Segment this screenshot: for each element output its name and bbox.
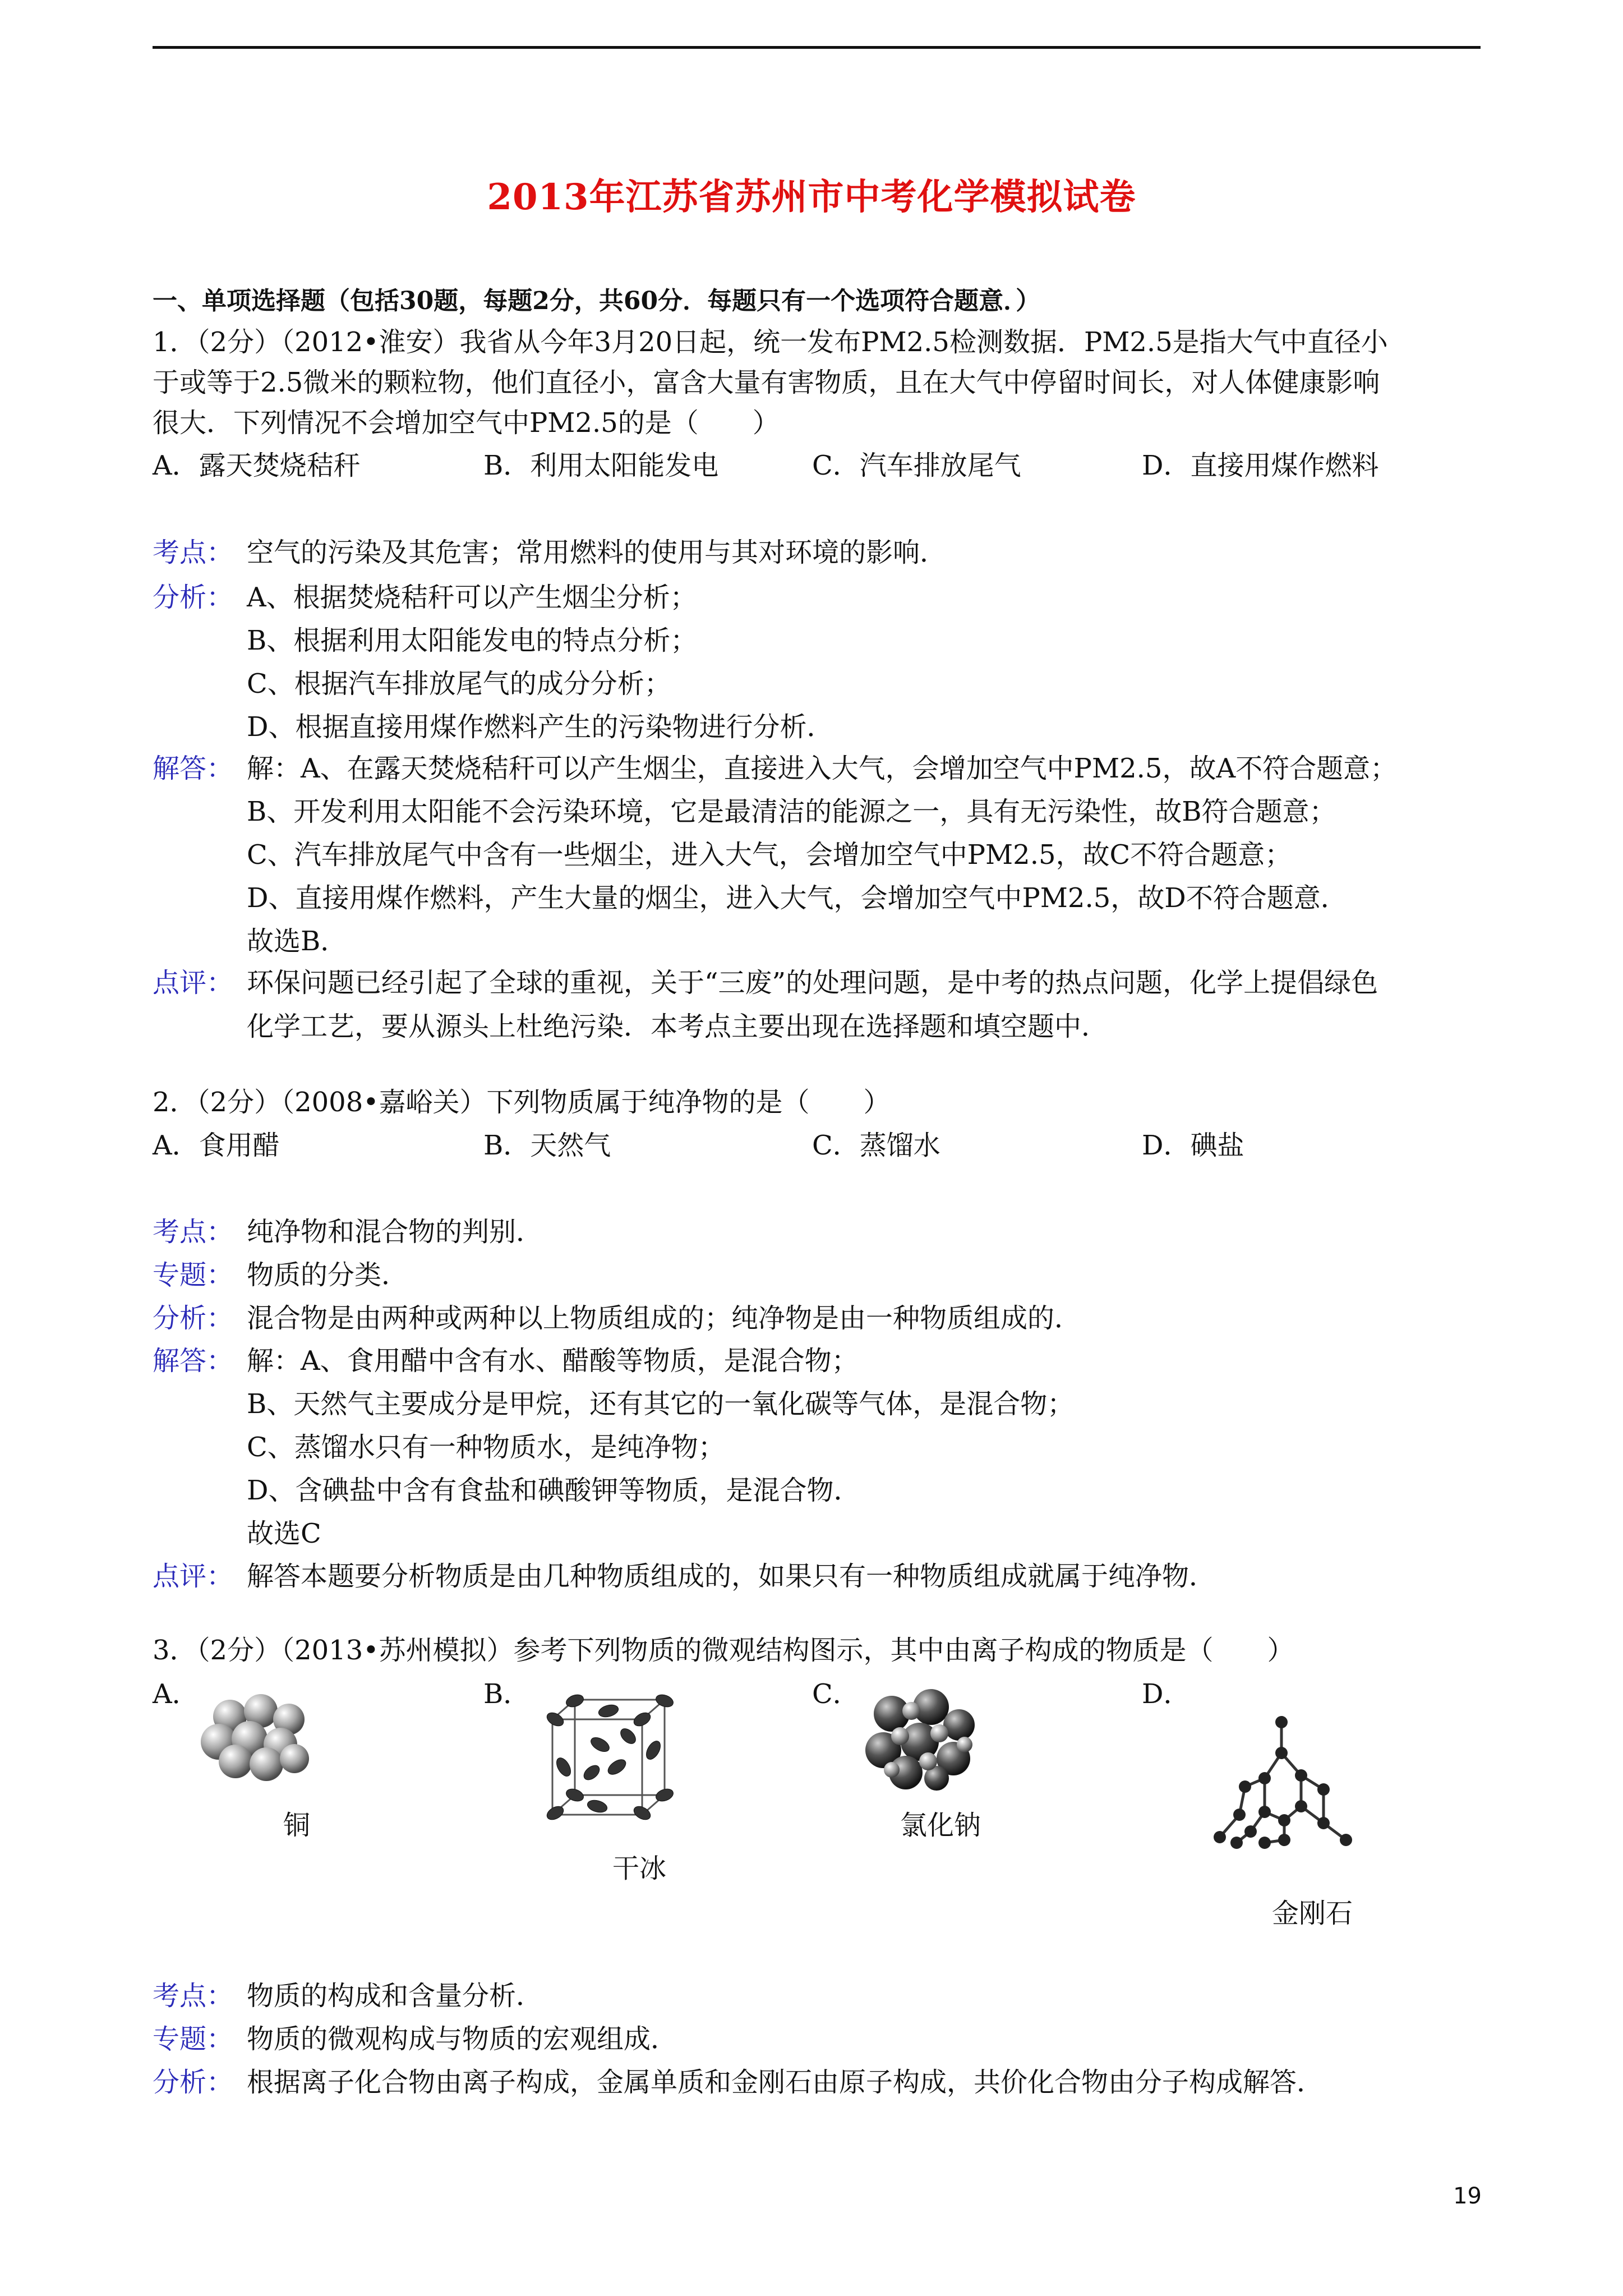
q1-stem-line: 于或等于2.5微米的颗粒物，他们直径小，富含大量有害物质，且在大气中停留时间长，对人体健康影响 — [153, 367, 1380, 398]
q2-option-a: A．食用醋 — [153, 1130, 280, 1161]
q2-jieda-line: D、含碘盐中含有食盐和碘酸钾等物质，是混合物． — [247, 1475, 861, 1506]
q1-stem-line: 1．（2分）（2012•淮安）我省从今年3月20日起，统一发布PM2.5检测数据．PM2.5是指大气中直径小 — [153, 326, 1388, 358]
q1-kaodian-label: 考点： — [153, 537, 234, 568]
page-number: 19 — [1453, 2183, 1482, 2209]
q2-fenxi-label: 分析： — [153, 1303, 234, 1334]
q2-stem: 2．（2分）（2008•嘉峪关）下列物质属于纯净物的是（ ） — [153, 1087, 891, 1118]
q1-jieda-line: 故选B． — [247, 926, 348, 957]
q2-jieda-line: 解：A、食用醋中含有水、醋酸等物质，是混合物； — [247, 1345, 859, 1377]
sodium-chloride-structure-image — [861, 1686, 979, 1792]
q1-fenxi-label: 分析： — [153, 582, 234, 613]
dry-ice-structure-image — [538, 1688, 679, 1834]
q1-dianping-line: 化学工艺，要从源头上杜绝污染．本考点主要出现在选择题和填空题中． — [247, 1011, 1109, 1042]
q1-jieda-label: 解答： — [153, 753, 234, 784]
q1-dianping-label: 点评： — [153, 967, 234, 999]
q2-jieda-label: 解答： — [153, 1345, 234, 1377]
q2-option-d: D．碘盐 — [1142, 1130, 1244, 1161]
page-title: 2013年江苏省苏州市中考化学模拟试卷 — [487, 176, 1136, 218]
q2-jieda-line: C、蒸馏水只有一种物质水，是纯净物； — [247, 1432, 725, 1463]
diamond-caption: 金刚石 — [1272, 1898, 1353, 1929]
q2-kaodian-label: 考点： — [153, 1216, 234, 1248]
q1-fenxi-line: A、根据焚烧秸秆可以产生烟尘分析； — [247, 582, 697, 613]
q2-option-b: B．天然气 — [483, 1130, 611, 1161]
q1-fenxi-line: B、根据利用太阳能发电的特点分析； — [247, 625, 698, 656]
q2-kaodian: 纯净物和混合物的判别． — [247, 1216, 543, 1248]
q1-option-b: B．利用太阳能发电 — [483, 450, 719, 481]
q3-option-c: C． — [812, 1678, 860, 1710]
q2-option-c: C．蒸馏水 — [812, 1130, 940, 1161]
q1-option-c: C．汽车排放尾气 — [812, 450, 1021, 481]
q1-jieda-line: 解：A、在露天焚烧秸秆可以产生烟尘，直接进入大气，会增加空气中PM2.5，故A不符合题意； — [247, 753, 1398, 784]
q1-fenxi-line: D、根据直接用煤作燃料产生的污染物进行分析． — [247, 711, 834, 743]
q2-dianping: 解答本题要分析物质是由几种物质组成的，如果只有一种物质组成就属于纯净物． — [247, 1561, 1216, 1592]
q3-kaodian: 物质的构成和含量分析． — [247, 1980, 543, 2012]
q1-jieda-line: C、汽车排放尾气中含有一些烟尘，进入大气，会增加空气中PM2.5，故C不符合题意； — [247, 839, 1292, 871]
q3-zhuanti: 物质的微观构成与物质的宏观组成． — [247, 2023, 678, 2055]
q3-option-b: B． — [483, 1678, 531, 1710]
q2-fenxi: 混合物是由两种或两种以上物质组成的；纯净物是由一种物质组成的． — [247, 1303, 1082, 1334]
q1-dianping-line: 环保问题已经引起了全球的重视，关于“三废”的处理问题，是中考的热点问题，化学上提倡绿色 — [247, 967, 1378, 999]
q3-fenxi: 根据离子化合物由离子构成，金属单质和金刚石由原子构成，共价化合物由分子构成解答． — [247, 2067, 1324, 2098]
section-heading: 一、单项选择题（包括30题，每题2分，共60分．每题只有一个选项符合题意．） — [153, 287, 1041, 315]
q1-jieda-line: B、开发利用太阳能不会污染环境，它是最清洁的能源之一，具有无污染性，故B符合题意； — [247, 796, 1336, 827]
q3-option-d: D． — [1142, 1678, 1191, 1710]
q1-option-d: D．直接用煤作燃料 — [1142, 450, 1379, 481]
q2-zhuanti-label: 专题： — [153, 1259, 234, 1291]
diamond-structure-image — [1197, 1708, 1366, 1860]
sodium-chloride-caption: 氯化钠 — [900, 1810, 981, 1841]
copper-caption: 铜 — [283, 1810, 311, 1841]
q3-zhuanti-label: 专题： — [153, 2023, 234, 2055]
top-rule — [153, 46, 1481, 49]
q1-option-a: A．露天焚烧秸秆 — [153, 450, 361, 481]
dry-ice-caption: 干冰 — [612, 1853, 667, 1884]
q1-stem-line: 很大．下列情况不会增加空气中PM2.5的是（ ） — [153, 407, 780, 439]
q3-stem: 3．（2分）（2013•苏州模拟）参考下列物质的微观结构图示，其中由离子构成的物质是（ ） — [153, 1635, 1294, 1666]
copper-structure-image — [188, 1688, 317, 1784]
q1-kaodian: 空气的污染及其危害；常用燃料的使用与其对环境的影响． — [247, 537, 947, 568]
q2-jieda-line: B、天然气主要成分是甲烷，还有其它的一氧化碳等气体，是混合物； — [247, 1388, 1075, 1420]
q1-jieda-line: D、直接用煤作燃料，产生大量的烟尘，进入大气，会增加空气中PM2.5，故D不符合题意． — [247, 882, 1348, 914]
q3-kaodian-label: 考点： — [153, 1980, 234, 2012]
q2-jieda-line: 故选C — [247, 1518, 321, 1549]
q3-option-a: A． — [153, 1678, 199, 1710]
q2-zhuanti: 物质的分类． — [247, 1259, 409, 1291]
q3-fenxi-label: 分析： — [153, 2067, 234, 2098]
q2-dianping-label: 点评： — [153, 1561, 234, 1592]
q1-fenxi-line: C、根据汽车排放尾气的成分分析； — [247, 668, 671, 700]
